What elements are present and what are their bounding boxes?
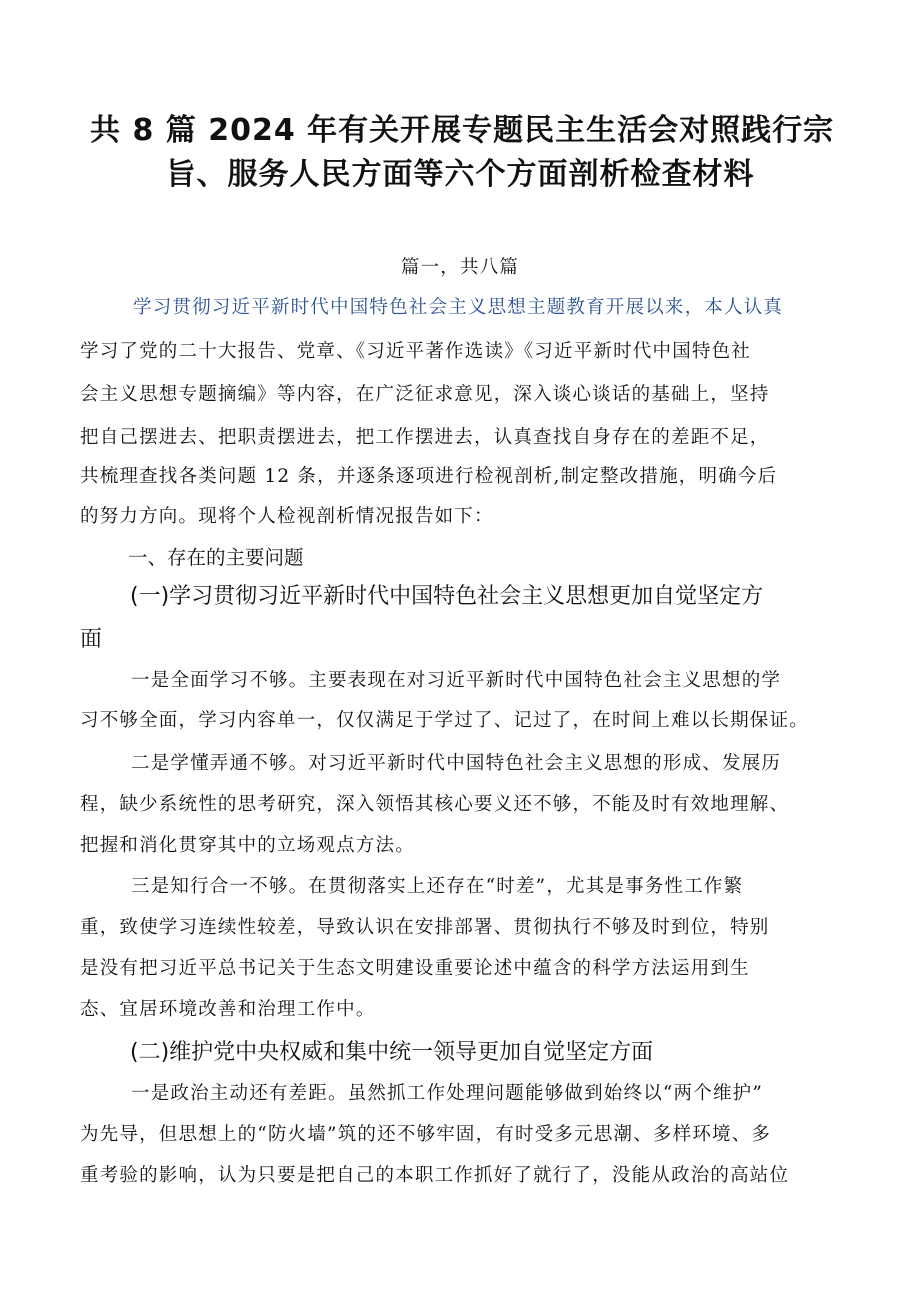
paragraph-line: 重考验的影响，认为只要是把自己的本职工作抓好了就行了，没能从政治的高站位: [80, 1165, 790, 1186]
subsection-heading: (二)维护党中央权威和集中统一领导更加自觉坚定方面: [130, 1040, 654, 1065]
paragraph-line: 是没有把习近平总书记关于生态文明建设重要论述中蕴含的科学方法运用到生: [80, 958, 750, 979]
paragraph-line: 习不够全面，学习内容单一，仅仅满足于学过了、记过了，在时间上难以长期保证。: [80, 710, 809, 731]
paragraph-line: 为先导，但思想上的“防火墙”筑的还不够牢固，有时受多元思潮、多样环境、多: [80, 1124, 772, 1145]
intro-line: 学习贯彻习近平新时代中国特色社会主义思想主题教育开展以来，本人认真: [133, 297, 784, 318]
subsection-heading: (一)学习贯彻习近平新时代中国特色社会主义思想更加自觉坚定方: [130, 584, 764, 609]
intro-line: 的努力方向。现将个人检视剖析情况报告如下：: [80, 506, 494, 527]
intro-line: 会主义思想专题摘编》等内容，在广泛征求意见，深入谈心谈话的基础上，坚持: [80, 384, 770, 405]
paragraph-line: 把握和消化贯穿其中的立场观点方法。: [80, 835, 415, 856]
document-title-line-1: 共 8 篇 2024 年有关开展专题民主生活会对照践行宗: [90, 113, 835, 148]
paragraph-line: 二是学懂弄通不够。对习近平新时代中国特色社会主义思想的形成、发展历: [131, 753, 782, 774]
paragraph-line: 三是知行合一不够。在贯彻落实上还存在“时差”，尤其是事务性工作繁: [131, 876, 744, 897]
document-title-line-2: 旨、服务人民方面等六个方面剖析检查材料: [165, 157, 755, 192]
subsection-heading-continued: 面: [80, 627, 103, 652]
section-heading: 一、存在的主要问题: [128, 546, 304, 569]
paragraph-line: 重，致使学习连续性较差，导致认识在安排部署、贯彻执行不够及时到位，特别: [80, 917, 770, 938]
intro-line: 学习了党的二十大报告、党章、《习近平著作选读》《习近平新时代中国特色社: [80, 341, 752, 362]
paragraph-line: 一是政治主动还有差距。虽然抓工作处理问题能够做到始终以“两个维护”: [131, 1083, 764, 1104]
paragraph-line: 一是全面学习不够。主要表现在对习近平新时代中国特色社会主义思想的学: [131, 670, 782, 691]
paragraph-line: 程，缺少系统性的思考研究，深入领悟其核心要义还不够，不能及时有效地理解、: [80, 794, 790, 815]
intro-line: 共梳理查找各类问题 12 条，并逐条逐项进行检视剖析,制定整改措施，明确今后: [80, 466, 778, 487]
paragraph-line: 态、宜居环境改善和治理工作中。: [80, 999, 376, 1020]
document-subtitle: 篇一，共八篇: [400, 257, 520, 278]
intro-line: 把自己摆进去、把职责摆进去，把工作摆进去，认真查找自身存在的差距不足，: [80, 427, 770, 448]
